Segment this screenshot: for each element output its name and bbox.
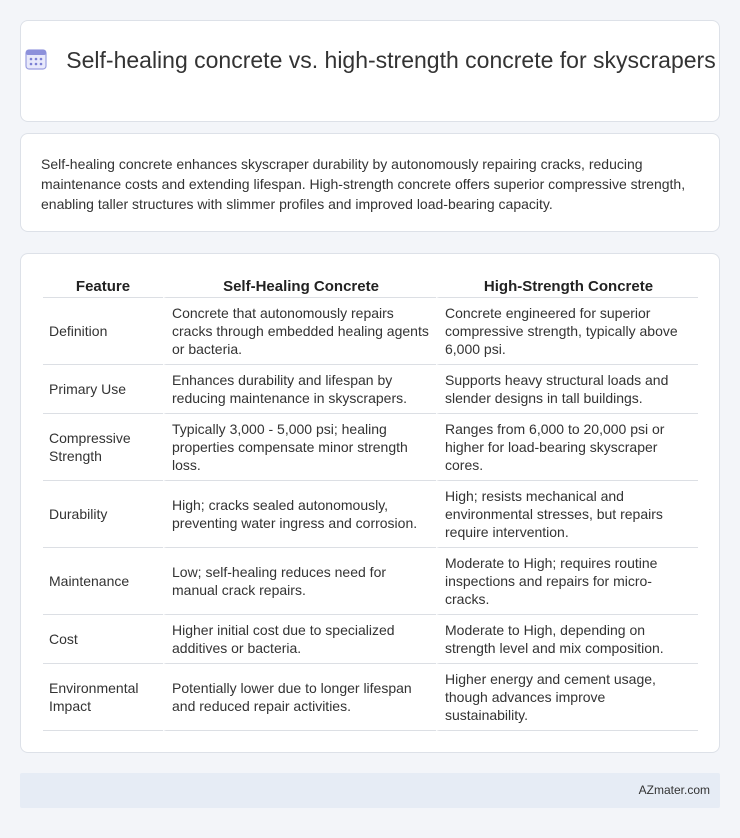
table-row	[43, 365, 698, 414]
row-high-strength: Higher energy and cement usage, though advances improve sustainability.	[436, 664, 698, 731]
row-feature: Cost	[43, 615, 163, 664]
comparison-table	[43, 276, 698, 731]
intro-text: Self-healing concrete enhances skyscraper durability by autonomously repairing cracks, reducing maintenance costs and extending lifespan. High-strength concrete offers superior compressive strength, enabling taller structures with slimmer profiles and improved load-bearing capacity.	[41, 156, 686, 212]
row-high-strength: Moderate to High; requires routine inspections and repairs for micro-cracks.	[436, 548, 698, 615]
column-header-high-strength: High-Strength Concrete	[436, 276, 698, 298]
row-high-strength: Moderate to High, depending on strength level and mix composition.	[436, 615, 698, 664]
column-header-feature: Feature	[43, 276, 163, 298]
row-high-strength: Ranges from 6,000 to 20,000 psi or higher for load-bearing skyscraper cores.	[436, 414, 698, 481]
table-row	[43, 548, 698, 615]
row-feature: Environmental Impact	[43, 664, 163, 731]
footer-brand[interactable]: AZmater.com	[638, 783, 710, 797]
footer-bar	[20, 773, 720, 808]
row-self-healing: Higher initial cost due to specialized additives or bacteria.	[163, 615, 436, 664]
row-self-healing: Concrete that autonomously repairs cracks through embedded healing agents or bacteria.	[163, 298, 436, 365]
title-wrap	[21, 45, 719, 75]
table-header-row	[43, 276, 698, 298]
row-high-strength: Supports heavy structural loads and slender designs in tall buildings.	[436, 365, 698, 414]
calendar-icon	[24, 47, 48, 71]
comparison-table-card	[20, 253, 720, 753]
row-self-healing: Enhances durability and lifespan by reducing maintenance in skyscrapers.	[163, 365, 436, 414]
page-title: Self-healing concrete vs. high-strength concrete for skyscrapers	[66, 47, 716, 73]
column-header-self-healing: Self-Healing Concrete	[163, 276, 436, 298]
row-feature: Definition	[43, 298, 163, 365]
row-feature: Maintenance	[43, 548, 163, 615]
title-card	[20, 20, 720, 122]
row-feature: Durability	[43, 481, 163, 548]
row-high-strength: High; resists mechanical and environmental stresses, but repairs require intervention.	[436, 481, 698, 548]
row-self-healing: Potentially lower due to longer lifespan and reduced repair activities.	[163, 664, 436, 731]
row-high-strength: Concrete engineered for superior compressive strength, typically above 6,000 psi.	[436, 298, 698, 365]
table-row	[43, 615, 698, 664]
table-row	[43, 481, 698, 548]
row-feature: Primary Use	[43, 365, 163, 414]
row-feature: Compressive Strength	[43, 414, 163, 481]
row-self-healing: Low; self-healing reduces need for manual crack repairs.	[163, 548, 436, 615]
row-self-healing: Typically 3,000 - 5,000 psi; healing properties compensate minor strength loss.	[163, 414, 436, 481]
row-self-healing: High; cracks sealed autonomously, preventing water ingress and corrosion.	[163, 481, 436, 548]
table-row	[43, 414, 698, 481]
table-row	[43, 298, 698, 365]
intro-card	[20, 133, 720, 232]
table-row	[43, 664, 698, 731]
